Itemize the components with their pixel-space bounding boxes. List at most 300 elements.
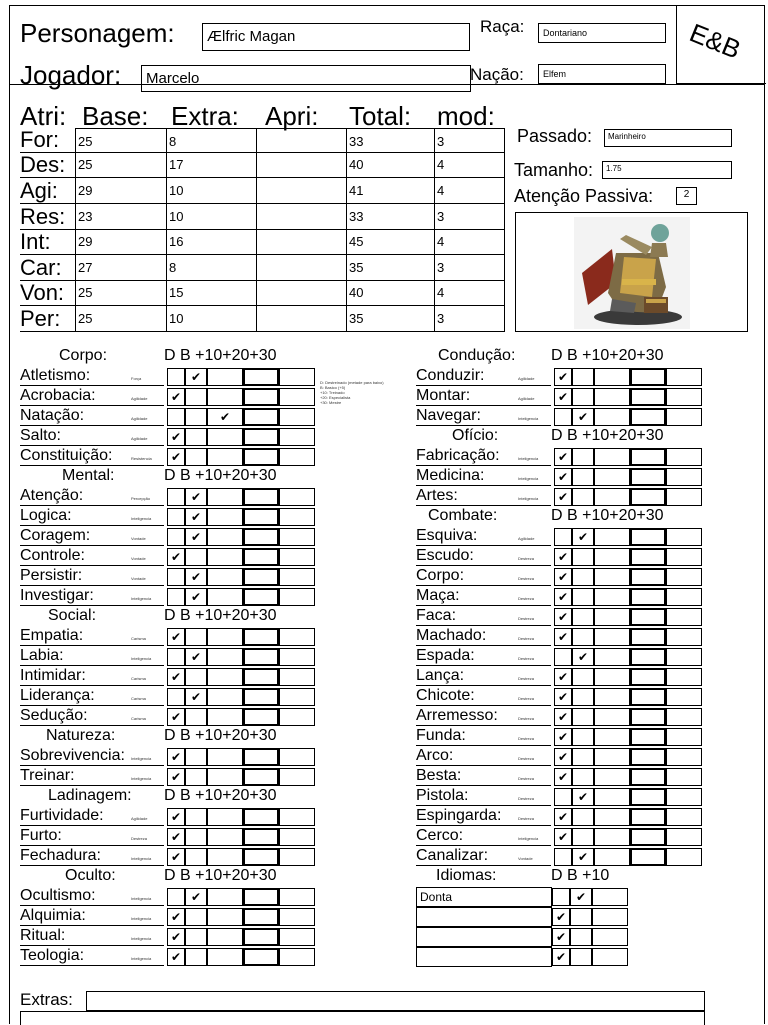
left-checkbox-d[interactable] <box>167 488 185 506</box>
left-checkbox-b[interactable] <box>185 708 207 726</box>
right-checkbox-p30[interactable] <box>666 588 702 606</box>
left-checkbox-p10[interactable] <box>207 668 243 686</box>
left-checkbox-p20[interactable] <box>243 368 279 386</box>
right-checkbox-b[interactable] <box>572 748 594 766</box>
right-checkbox-p30[interactable] <box>666 848 702 866</box>
right-checkbox-b[interactable] <box>572 388 594 406</box>
right-checkbox-p30[interactable] <box>666 648 702 666</box>
left-checkbox-d[interactable] <box>167 528 185 546</box>
right-checkbox-p20[interactable] <box>630 628 666 646</box>
left-checkbox-p30[interactable] <box>279 828 315 846</box>
attribute-base-cell[interactable]: 29 <box>75 178 167 204</box>
attribute-base-cell[interactable]: 27 <box>75 255 167 281</box>
right-checkbox-b[interactable]: ✔ <box>572 408 594 426</box>
right-checkbox-b[interactable] <box>572 368 594 386</box>
right-checkbox-d[interactable]: ✔ <box>554 368 572 386</box>
attribute-total-cell[interactable]: 40 <box>347 280 435 306</box>
left-checkbox-p10[interactable] <box>207 548 243 566</box>
right-checkbox-p30[interactable] <box>666 688 702 706</box>
attribute-apri-cell[interactable] <box>257 128 347 153</box>
right-checkbox-d[interactable]: ✔ <box>554 588 572 606</box>
left-checkbox-b[interactable]: ✔ <box>185 648 207 666</box>
right-checkbox-p20[interactable] <box>630 828 666 846</box>
right-checkbox-p20[interactable] <box>630 528 666 546</box>
left-checkbox-p10[interactable] <box>207 928 243 946</box>
right-checkbox-p20[interactable] <box>630 808 666 826</box>
left-checkbox-b[interactable]: ✔ <box>185 528 207 546</box>
right-checkbox-p30[interactable] <box>666 388 702 406</box>
left-checkbox-b[interactable] <box>185 668 207 686</box>
right-checkbox-p20[interactable] <box>630 568 666 586</box>
right-checkbox-p30[interactable] <box>666 468 702 486</box>
right-checkbox-d[interactable]: ✔ <box>554 608 572 626</box>
attribute-mod-cell[interactable]: 3 <box>435 255 505 281</box>
idiomas-language-field[interactable] <box>416 927 552 947</box>
idiomas-language-field[interactable] <box>416 907 552 927</box>
attribute-extra-cell[interactable]: 8 <box>167 128 257 153</box>
right-checkbox-p20[interactable] <box>630 488 666 506</box>
right-checkbox-p30[interactable] <box>666 708 702 726</box>
right-checkbox-b[interactable] <box>572 608 594 626</box>
attribute-apri-cell[interactable] <box>257 204 347 230</box>
right-checkbox-p30[interactable] <box>666 368 702 386</box>
attribute-extra-cell[interactable]: 15 <box>167 280 257 306</box>
attribute-base-cell[interactable]: 23 <box>75 204 167 230</box>
left-checkbox-p20[interactable] <box>243 528 279 546</box>
right-checkbox-p10[interactable] <box>594 708 630 726</box>
left-checkbox-p10[interactable] <box>207 508 243 526</box>
left-checkbox-b[interactable] <box>185 628 207 646</box>
right-checkbox-p30[interactable] <box>666 488 702 506</box>
right-checkbox-p20[interactable] <box>630 788 666 806</box>
right-checkbox-b[interactable] <box>572 468 594 486</box>
left-checkbox-p10[interactable] <box>207 888 243 906</box>
left-checkbox-b[interactable] <box>185 428 207 446</box>
attribute-total-cell[interactable]: 45 <box>347 229 435 255</box>
left-checkbox-d[interactable]: ✔ <box>167 428 185 446</box>
attribute-extra-cell[interactable]: 16 <box>167 229 257 255</box>
left-checkbox-b[interactable] <box>185 548 207 566</box>
right-checkbox-p10[interactable] <box>594 608 630 626</box>
right-checkbox-d[interactable] <box>554 528 572 546</box>
left-checkbox-d[interactable]: ✔ <box>167 828 185 846</box>
right-checkbox-d[interactable]: ✔ <box>554 488 572 506</box>
left-checkbox-d[interactable]: ✔ <box>167 808 185 826</box>
left-checkbox-b[interactable]: ✔ <box>185 488 207 506</box>
right-checkbox-p10[interactable] <box>594 588 630 606</box>
left-checkbox-p10[interactable] <box>207 368 243 386</box>
right-checkbox-p10[interactable] <box>594 548 630 566</box>
attribute-apri-cell[interactable] <box>257 280 347 306</box>
left-checkbox-p20[interactable] <box>243 688 279 706</box>
attribute-total-cell[interactable]: 35 <box>347 255 435 281</box>
attribute-mod-cell[interactable]: 4 <box>435 229 505 255</box>
attribute-total-cell[interactable]: 35 <box>347 306 435 332</box>
right-checkbox-p10[interactable] <box>594 848 630 866</box>
left-checkbox-p10[interactable] <box>207 488 243 506</box>
right-checkbox-p30[interactable] <box>666 748 702 766</box>
right-checkbox-p20[interactable] <box>630 588 666 606</box>
right-checkbox-b[interactable] <box>572 488 594 506</box>
idiomas-checkbox-b[interactable] <box>570 908 592 926</box>
right-checkbox-p30[interactable] <box>666 568 702 586</box>
right-checkbox-p10[interactable] <box>594 488 630 506</box>
left-checkbox-p20[interactable] <box>243 928 279 946</box>
attribute-total-cell[interactable]: 41 <box>347 178 435 204</box>
left-checkbox-d[interactable] <box>167 508 185 526</box>
left-checkbox-p20[interactable] <box>243 548 279 566</box>
right-checkbox-d[interactable]: ✔ <box>554 728 572 746</box>
right-checkbox-p10[interactable] <box>594 528 630 546</box>
right-checkbox-d[interactable]: ✔ <box>554 688 572 706</box>
left-checkbox-p10[interactable] <box>207 708 243 726</box>
attribute-mod-cell[interactable]: 3 <box>435 306 505 332</box>
right-checkbox-b[interactable] <box>572 828 594 846</box>
right-checkbox-p20[interactable] <box>630 668 666 686</box>
right-checkbox-p10[interactable] <box>594 788 630 806</box>
right-checkbox-p10[interactable] <box>594 828 630 846</box>
left-checkbox-p30[interactable] <box>279 848 315 866</box>
right-checkbox-p10[interactable] <box>594 648 630 666</box>
left-checkbox-p10[interactable] <box>207 628 243 646</box>
right-checkbox-p20[interactable] <box>630 408 666 426</box>
nacao-field[interactable]: Elfem <box>538 64 666 84</box>
left-checkbox-b[interactable] <box>185 948 207 966</box>
left-checkbox-b[interactable] <box>185 748 207 766</box>
left-checkbox-b[interactable]: ✔ <box>185 588 207 606</box>
attribute-mod-cell[interactable]: 4 <box>435 280 505 306</box>
idiomas-checkbox-b[interactable] <box>570 928 592 946</box>
idiomas-checkbox-d[interactable]: ✔ <box>552 948 570 966</box>
right-checkbox-d[interactable]: ✔ <box>554 708 572 726</box>
left-checkbox-b[interactable] <box>185 768 207 786</box>
right-checkbox-p20[interactable] <box>630 748 666 766</box>
left-checkbox-p20[interactable] <box>243 568 279 586</box>
left-checkbox-b[interactable] <box>185 928 207 946</box>
right-checkbox-d[interactable]: ✔ <box>554 828 572 846</box>
left-checkbox-d[interactable]: ✔ <box>167 908 185 926</box>
right-checkbox-d[interactable]: ✔ <box>554 468 572 486</box>
right-checkbox-p10[interactable] <box>594 768 630 786</box>
right-checkbox-d[interactable]: ✔ <box>554 768 572 786</box>
left-checkbox-p30[interactable] <box>279 808 315 826</box>
left-checkbox-p10[interactable] <box>207 768 243 786</box>
right-checkbox-p10[interactable] <box>594 668 630 686</box>
left-checkbox-p30[interactable] <box>279 368 315 386</box>
right-checkbox-p20[interactable] <box>630 648 666 666</box>
right-checkbox-d[interactable]: ✔ <box>554 568 572 586</box>
attribute-base-cell[interactable]: 25 <box>75 306 167 332</box>
idiomas-checkbox-p10[interactable] <box>592 928 628 946</box>
left-checkbox-p30[interactable] <box>279 668 315 686</box>
left-checkbox-p30[interactable] <box>279 888 315 906</box>
left-checkbox-b[interactable] <box>185 908 207 926</box>
left-checkbox-p20[interactable] <box>243 948 279 966</box>
left-checkbox-p10[interactable] <box>207 448 243 466</box>
left-checkbox-p20[interactable] <box>243 488 279 506</box>
left-checkbox-p30[interactable] <box>279 388 315 406</box>
right-checkbox-p20[interactable] <box>630 388 666 406</box>
left-checkbox-b[interactable] <box>185 808 207 826</box>
right-checkbox-p20[interactable] <box>630 608 666 626</box>
left-checkbox-b[interactable]: ✔ <box>185 368 207 386</box>
attribute-extra-cell[interactable]: 8 <box>167 255 257 281</box>
idiomas-checkbox-p10[interactable] <box>592 908 628 926</box>
left-checkbox-p20[interactable] <box>243 828 279 846</box>
attribute-base-cell[interactable]: 29 <box>75 229 167 255</box>
jogador-field[interactable]: Marcelo <box>141 65 471 92</box>
left-checkbox-p20[interactable] <box>243 428 279 446</box>
left-checkbox-p30[interactable] <box>279 508 315 526</box>
attribute-mod-cell[interactable]: 4 <box>435 178 505 204</box>
left-checkbox-p20[interactable] <box>243 408 279 426</box>
right-checkbox-d[interactable]: ✔ <box>554 808 572 826</box>
left-checkbox-b[interactable] <box>185 388 207 406</box>
left-checkbox-p10[interactable] <box>207 648 243 666</box>
left-checkbox-p20[interactable] <box>243 668 279 686</box>
right-checkbox-p30[interactable] <box>666 608 702 626</box>
idiomas-language-field[interactable]: Donta <box>416 887 552 907</box>
left-checkbox-d[interactable]: ✔ <box>167 448 185 466</box>
right-checkbox-p30[interactable] <box>666 788 702 806</box>
right-checkbox-b[interactable] <box>572 688 594 706</box>
attribute-base-cell[interactable]: 25 <box>75 152 167 178</box>
attribute-total-cell[interactable]: 33 <box>347 128 435 153</box>
left-checkbox-p30[interactable] <box>279 708 315 726</box>
right-checkbox-b[interactable]: ✔ <box>572 528 594 546</box>
left-checkbox-d[interactable]: ✔ <box>167 668 185 686</box>
right-checkbox-p30[interactable] <box>666 808 702 826</box>
left-checkbox-p10[interactable] <box>207 948 243 966</box>
right-checkbox-b[interactable] <box>572 628 594 646</box>
left-checkbox-p30[interactable] <box>279 548 315 566</box>
right-checkbox-p20[interactable] <box>630 728 666 746</box>
raca-field[interactable]: Dontariano <box>538 23 666 43</box>
left-checkbox-p30[interactable] <box>279 648 315 666</box>
right-checkbox-p30[interactable] <box>666 448 702 466</box>
right-checkbox-d[interactable] <box>554 848 572 866</box>
attribute-extra-cell[interactable]: 10 <box>167 204 257 230</box>
right-checkbox-p20[interactable] <box>630 688 666 706</box>
left-checkbox-p10[interactable] <box>207 828 243 846</box>
left-checkbox-d[interactable]: ✔ <box>167 388 185 406</box>
right-checkbox-d[interactable]: ✔ <box>554 548 572 566</box>
right-checkbox-d[interactable]: ✔ <box>554 388 572 406</box>
left-checkbox-p20[interactable] <box>243 508 279 526</box>
left-checkbox-p30[interactable] <box>279 948 315 966</box>
attribute-mod-cell[interactable]: 3 <box>435 128 505 153</box>
right-checkbox-p30[interactable] <box>666 828 702 846</box>
right-checkbox-b[interactable] <box>572 548 594 566</box>
attribute-apri-cell[interactable] <box>257 152 347 178</box>
attribute-total-cell[interactable]: 40 <box>347 152 435 178</box>
left-checkbox-d[interactable] <box>167 688 185 706</box>
left-checkbox-p30[interactable] <box>279 908 315 926</box>
right-checkbox-p30[interactable] <box>666 668 702 686</box>
left-checkbox-p30[interactable] <box>279 588 315 606</box>
idiomas-checkbox-d[interactable]: ✔ <box>552 908 570 926</box>
right-checkbox-p10[interactable] <box>594 808 630 826</box>
right-checkbox-p20[interactable] <box>630 848 666 866</box>
left-checkbox-p30[interactable] <box>279 428 315 446</box>
right-checkbox-p20[interactable] <box>630 548 666 566</box>
left-checkbox-p20[interactable] <box>243 388 279 406</box>
left-checkbox-d[interactable]: ✔ <box>167 548 185 566</box>
right-checkbox-b[interactable] <box>572 728 594 746</box>
right-checkbox-p10[interactable] <box>594 388 630 406</box>
right-checkbox-p10[interactable] <box>594 748 630 766</box>
right-checkbox-p20[interactable] <box>630 448 666 466</box>
attribute-extra-cell[interactable]: 10 <box>167 306 257 332</box>
left-checkbox-b[interactable] <box>185 848 207 866</box>
attribute-mod-cell[interactable]: 3 <box>435 204 505 230</box>
left-checkbox-p20[interactable] <box>243 588 279 606</box>
idiomas-checkbox-p10[interactable] <box>592 888 628 906</box>
passado-field[interactable]: Marinheiro <box>604 129 732 147</box>
right-checkbox-d[interactable] <box>554 408 572 426</box>
idiomas-checkbox-d[interactable]: ✔ <box>552 928 570 946</box>
left-checkbox-p30[interactable] <box>279 568 315 586</box>
right-checkbox-d[interactable] <box>554 648 572 666</box>
attribute-base-cell[interactable]: 25 <box>75 128 167 153</box>
left-checkbox-p30[interactable] <box>279 928 315 946</box>
left-checkbox-p10[interactable] <box>207 848 243 866</box>
right-checkbox-b[interactable]: ✔ <box>572 788 594 806</box>
left-checkbox-d[interactable] <box>167 888 185 906</box>
right-checkbox-d[interactable]: ✔ <box>554 628 572 646</box>
left-checkbox-p10[interactable] <box>207 388 243 406</box>
left-checkbox-d[interactable] <box>167 588 185 606</box>
right-checkbox-d[interactable]: ✔ <box>554 448 572 466</box>
right-checkbox-p20[interactable] <box>630 768 666 786</box>
left-checkbox-b[interactable]: ✔ <box>185 888 207 906</box>
tamanho-field[interactable]: 1.75 <box>602 161 732 179</box>
right-checkbox-p30[interactable] <box>666 768 702 786</box>
atencao-passiva-field[interactable]: 2 <box>676 187 697 205</box>
left-checkbox-b[interactable] <box>185 448 207 466</box>
left-checkbox-p20[interactable] <box>243 708 279 726</box>
idiomas-checkbox-b[interactable]: ✔ <box>570 888 592 906</box>
attribute-extra-cell[interactable]: 17 <box>167 152 257 178</box>
right-checkbox-b[interactable]: ✔ <box>572 648 594 666</box>
left-checkbox-d[interactable]: ✔ <box>167 948 185 966</box>
left-checkbox-p20[interactable] <box>243 848 279 866</box>
right-checkbox-p20[interactable] <box>630 468 666 486</box>
attribute-extra-cell[interactable]: 10 <box>167 178 257 204</box>
left-checkbox-p10[interactable] <box>207 588 243 606</box>
attribute-base-cell[interactable]: 25 <box>75 280 167 306</box>
left-checkbox-d[interactable]: ✔ <box>167 628 185 646</box>
right-checkbox-p10[interactable] <box>594 568 630 586</box>
left-checkbox-d[interactable] <box>167 408 185 426</box>
left-checkbox-p20[interactable] <box>243 748 279 766</box>
right-checkbox-p10[interactable] <box>594 628 630 646</box>
left-checkbox-d[interactable]: ✔ <box>167 848 185 866</box>
left-checkbox-p20[interactable] <box>243 908 279 926</box>
left-checkbox-d[interactable]: ✔ <box>167 928 185 946</box>
left-checkbox-d[interactable] <box>167 648 185 666</box>
right-checkbox-p10[interactable] <box>594 448 630 466</box>
left-checkbox-d[interactable]: ✔ <box>167 768 185 786</box>
left-checkbox-p10[interactable] <box>207 528 243 546</box>
right-checkbox-p20[interactable] <box>630 708 666 726</box>
left-checkbox-p20[interactable] <box>243 808 279 826</box>
attribute-apri-cell[interactable] <box>257 178 347 204</box>
left-checkbox-p10[interactable] <box>207 908 243 926</box>
attribute-mod-cell[interactable]: 4 <box>435 152 505 178</box>
left-checkbox-d[interactable] <box>167 368 185 386</box>
right-checkbox-b[interactable] <box>572 568 594 586</box>
right-checkbox-p10[interactable] <box>594 688 630 706</box>
idiomas-checkbox-d[interactable] <box>552 888 570 906</box>
left-checkbox-p30[interactable] <box>279 528 315 546</box>
attribute-apri-cell[interactable] <box>257 306 347 332</box>
attribute-apri-cell[interactable] <box>257 255 347 281</box>
right-checkbox-p10[interactable] <box>594 728 630 746</box>
left-checkbox-b[interactable]: ✔ <box>185 688 207 706</box>
extras-field[interactable] <box>86 991 705 1011</box>
right-checkbox-p30[interactable] <box>666 548 702 566</box>
right-checkbox-b[interactable] <box>572 708 594 726</box>
left-checkbox-d[interactable]: ✔ <box>167 708 185 726</box>
left-checkbox-d[interactable]: ✔ <box>167 748 185 766</box>
personagem-field[interactable]: Ælfric Magan <box>202 23 470 51</box>
left-checkbox-p10[interactable] <box>207 688 243 706</box>
extras-area[interactable] <box>20 1011 705 1025</box>
idiomas-checkbox-b[interactable] <box>570 948 592 966</box>
right-checkbox-b[interactable] <box>572 668 594 686</box>
left-checkbox-p10[interactable] <box>207 568 243 586</box>
left-checkbox-p20[interactable] <box>243 888 279 906</box>
idiomas-language-field[interactable] <box>416 947 552 967</box>
right-checkbox-d[interactable]: ✔ <box>554 668 572 686</box>
left-checkbox-b[interactable] <box>185 408 207 426</box>
right-checkbox-p10[interactable] <box>594 408 630 426</box>
right-checkbox-p20[interactable] <box>630 368 666 386</box>
right-checkbox-p30[interactable] <box>666 728 702 746</box>
left-checkbox-b[interactable] <box>185 828 207 846</box>
idiomas-checkbox-p10[interactable] <box>592 948 628 966</box>
left-checkbox-p30[interactable] <box>279 488 315 506</box>
right-checkbox-p10[interactable] <box>594 368 630 386</box>
right-checkbox-p30[interactable] <box>666 408 702 426</box>
left-checkbox-b[interactable]: ✔ <box>185 568 207 586</box>
left-checkbox-p10[interactable] <box>207 808 243 826</box>
right-checkbox-b[interactable] <box>572 808 594 826</box>
left-checkbox-p20[interactable] <box>243 648 279 666</box>
left-checkbox-p30[interactable] <box>279 768 315 786</box>
right-checkbox-b[interactable]: ✔ <box>572 848 594 866</box>
right-checkbox-b[interactable] <box>572 448 594 466</box>
left-checkbox-b[interactable]: ✔ <box>185 508 207 526</box>
right-checkbox-p30[interactable] <box>666 528 702 546</box>
right-checkbox-d[interactable]: ✔ <box>554 748 572 766</box>
right-checkbox-b[interactable] <box>572 768 594 786</box>
attribute-total-cell[interactable]: 33 <box>347 204 435 230</box>
left-checkbox-p30[interactable] <box>279 408 315 426</box>
left-checkbox-d[interactable] <box>167 568 185 586</box>
left-checkbox-p20[interactable] <box>243 628 279 646</box>
left-checkbox-p30[interactable] <box>279 628 315 646</box>
left-checkbox-p30[interactable] <box>279 688 315 706</box>
left-checkbox-p20[interactable] <box>243 768 279 786</box>
attribute-apri-cell[interactable] <box>257 229 347 255</box>
left-checkbox-p10[interactable] <box>207 428 243 446</box>
right-checkbox-b[interactable] <box>572 588 594 606</box>
left-checkbox-p10[interactable] <box>207 748 243 766</box>
left-checkbox-p30[interactable] <box>279 448 315 466</box>
left-checkbox-p10[interactable]: ✔ <box>207 408 243 426</box>
